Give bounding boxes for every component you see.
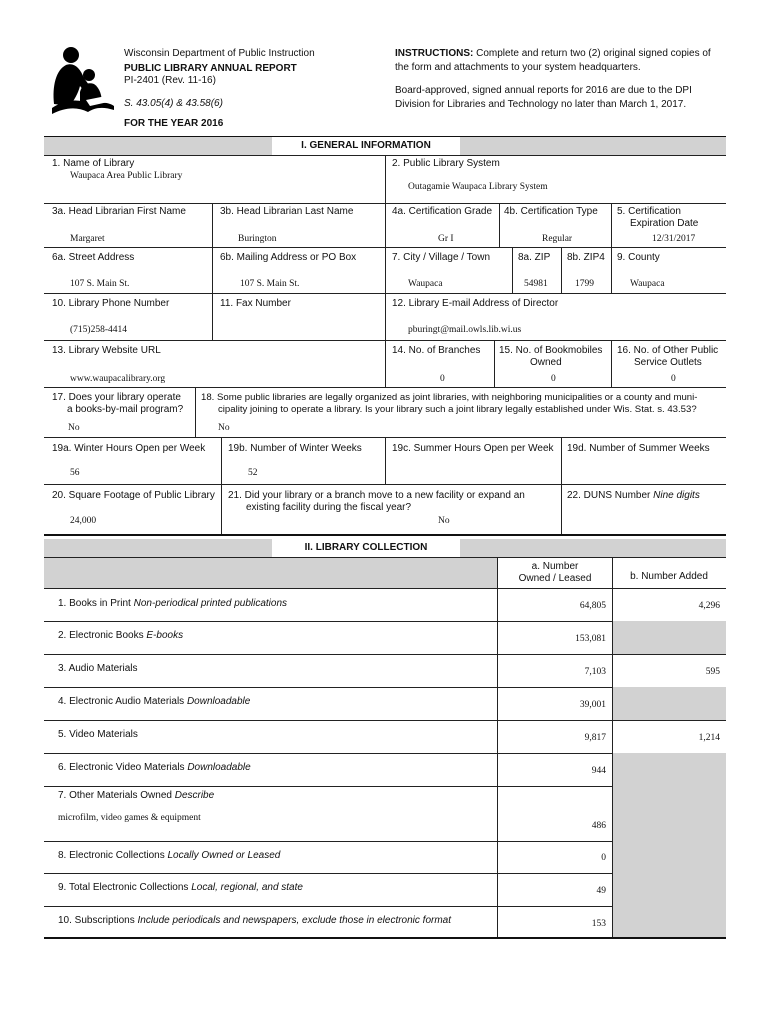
winter-hours-value[interactable]: 56 — [70, 468, 80, 478]
field-18-label-2: cipality joining to operate a library. Is your library such a joint library legally established under Wis. Stat. s. 43.53? — [218, 404, 697, 415]
collection-row — [44, 906, 726, 939]
field-6b-label: 6b. Mailing Address or PO Box — [220, 252, 357, 263]
books-by-mail-value[interactable]: No — [68, 423, 80, 433]
collection-row-label — [58, 882, 303, 894]
divider — [611, 340, 612, 387]
owned-value[interactable]: 39,001 — [579, 700, 606, 710]
owned-value[interactable]: 49 — [596, 886, 606, 896]
row-hint-text: Include periodicals and newspapers, exclude those in electronic format — [137, 915, 452, 926]
instructions-line-2: the form and attachments to your system headquarters. — [395, 62, 641, 73]
divider — [561, 437, 562, 484]
field-21-label-2: existing facility during the fiscal year? — [246, 502, 412, 513]
divider — [611, 203, 612, 247]
divider — [385, 293, 386, 340]
divider — [44, 484, 726, 485]
divider — [497, 557, 498, 937]
website-url-value[interactable]: www.waupacalibrary.org — [70, 374, 166, 384]
divider — [221, 484, 222, 534]
field-6a-label: 6a. Street Address — [52, 252, 135, 263]
collection-row — [44, 786, 726, 841]
field-22-label — [567, 490, 700, 502]
field-1-label: 1. Name of Library — [52, 158, 135, 169]
divider — [499, 203, 500, 247]
column-b-header: b. Number Added — [630, 571, 708, 582]
section-2-title: II. LIBRARY COLLECTION — [272, 539, 460, 557]
divider — [561, 247, 562, 293]
library-name-value[interactable]: Waupaca Area Public Library — [70, 171, 183, 181]
branches-value[interactable]: 0 — [440, 374, 445, 384]
row-hint-text: Downloadable — [186, 696, 251, 707]
statute-reference: S. 43.05(4) & 43.58(6) — [124, 98, 223, 109]
divider — [385, 155, 386, 203]
library-system-value[interactable]: Outagamie Waupaca Library System — [408, 182, 548, 192]
row-label-text: 6. Electronic Video Materials — [58, 762, 185, 773]
added-cell-gray — [613, 786, 726, 841]
divider — [385, 247, 386, 293]
added-cell-gray — [613, 753, 726, 786]
instructions-label: INSTRUCTIONS: — [395, 48, 474, 59]
field-15-label-2: Owned — [530, 357, 562, 368]
reading-adult-child-icon — [44, 44, 116, 116]
facility-move-value[interactable]: No — [438, 516, 450, 526]
added-value[interactable]: 1,214 — [698, 733, 720, 743]
field-8a-label: 8a. ZIP — [518, 252, 551, 263]
divider — [494, 340, 495, 387]
head-librarian-last-value[interactable]: Burington — [238, 234, 277, 244]
collection-row-label — [58, 663, 138, 675]
zip4-value[interactable]: 1799 — [575, 279, 594, 289]
row-hint-text: Downloadable — [187, 762, 251, 773]
collection-row-label — [58, 762, 251, 774]
collection-header-gray — [44, 558, 497, 588]
row-hint-text: Local, regional, and state — [191, 882, 303, 893]
field-10-label: 10. Library Phone Number — [52, 298, 170, 309]
field-17-label-2: a books-by-mail program? — [67, 404, 184, 415]
divider — [561, 484, 562, 534]
divider — [44, 387, 726, 388]
field-13-label: 13. Library Website URL — [52, 345, 161, 356]
collection-row — [44, 873, 726, 906]
divider — [221, 437, 222, 484]
collection-row-label — [58, 696, 250, 708]
field-2-label: 2. Public Library System — [392, 158, 500, 169]
field-5-label-1: 5. Certification — [617, 206, 681, 217]
certification-type-value[interactable]: Regular — [542, 234, 573, 244]
collection-row-label — [58, 630, 183, 642]
form-number: PI-2401 (Rev. 11-16) — [124, 75, 216, 86]
row-label-text: 1. Books in Print — [58, 598, 131, 609]
other-materials-description[interactable]: microfilm, video games & equipment — [58, 813, 201, 823]
agency-name: Wisconsin Department of Public Instruction — [124, 48, 315, 59]
divider — [385, 340, 386, 387]
divider — [612, 557, 613, 937]
owned-value[interactable]: 153 — [591, 919, 606, 929]
owned-value[interactable]: 7,103 — [584, 667, 606, 677]
field-3b-label: 3b. Head Librarian Last Name — [220, 206, 354, 217]
field-11-label: 11. Fax Number — [220, 298, 291, 309]
row-label-text: 10. Subscriptions — [58, 915, 135, 926]
field-19d-label: 19d. Number of Summer Weeks — [567, 443, 710, 454]
owned-value[interactable]: 0 — [601, 853, 606, 863]
collection-row-label — [58, 850, 280, 862]
row-hint-text: Non-periodical printed publications — [133, 598, 288, 609]
field-4a-label: 4a. Certification Grade — [392, 206, 493, 217]
row-label-text: 9. Total Electronic Collections — [58, 882, 189, 893]
county-value[interactable]: Waupaca — [630, 279, 665, 289]
row-hint-text: Describe — [174, 790, 215, 801]
field-3a-label: 3a. Head Librarian First Name — [52, 206, 186, 217]
owned-value[interactable]: 944 — [591, 766, 606, 776]
owned-value[interactable]: 9,817 — [584, 733, 606, 743]
field-12-label: 12. Library E-mail Address of Director — [392, 298, 559, 309]
certification-grade-value[interactable]: Gr I — [438, 234, 454, 244]
collection-row-label — [58, 915, 451, 927]
row-label-text: 8. Electronic Collections — [58, 850, 165, 861]
collection-row-label — [58, 729, 138, 741]
field-18-label-1: 18. Some public libraries are legally organized as joint libraries, with neighboring municipalities or a county and muni- — [201, 392, 698, 403]
summer-weeks-value[interactable] — [567, 460, 722, 480]
row-hint-text: E-books — [146, 630, 184, 641]
instructions-line-1 — [395, 48, 711, 60]
divider — [195, 387, 196, 437]
collection-row — [44, 589, 726, 621]
mailing-address-value[interactable]: 107 S. Main St. — [240, 279, 300, 289]
report-year: FOR THE YEAR 2016 — [124, 118, 224, 129]
city-value[interactable]: Waupaca — [408, 279, 443, 289]
divider — [512, 247, 513, 293]
owned-value[interactable]: 153,081 — [575, 634, 606, 644]
dpi-logo — [44, 44, 116, 116]
fax-value[interactable] — [220, 318, 380, 338]
joint-library-value[interactable]: No — [218, 423, 230, 433]
added-cell-gray — [613, 621, 726, 654]
duns-hint: Nine digits — [653, 490, 700, 501]
row-label-text: 2. Electronic Books — [58, 630, 144, 641]
collection-row — [44, 720, 726, 753]
field-21-label-1: 21. Did your library or a branch move to a new facility or expand an — [228, 490, 525, 501]
duns-value[interactable] — [567, 508, 722, 528]
added-cell-gray — [613, 906, 726, 939]
phone-value[interactable]: (715)258-4414 — [70, 325, 127, 335]
winter-weeks-value[interactable]: 52 — [248, 468, 258, 478]
zip-value[interactable]: 54981 — [524, 279, 548, 289]
divider — [611, 247, 612, 293]
row-label-text: 7. Other Materials Owned — [58, 790, 172, 801]
square-footage-value[interactable]: 24,000 — [70, 516, 97, 526]
field-16-label-1: 16. No. of Other Public — [617, 345, 719, 356]
other-outlets-value[interactable]: 0 — [671, 374, 676, 384]
field-7-label: 7. City / Village / Town — [392, 252, 491, 263]
added-value[interactable]: 4,296 — [698, 601, 720, 611]
divider — [385, 203, 386, 247]
head-librarian-first-value[interactable]: Margaret — [70, 234, 105, 244]
certification-expiration-value[interactable]: 12/31/2017 — [652, 234, 696, 244]
owned-value[interactable]: 64,805 — [579, 601, 606, 611]
added-cell-gray — [613, 873, 726, 906]
row-label-text: 4. Electronic Audio Materials — [58, 696, 185, 707]
summer-hours-value[interactable] — [392, 460, 557, 480]
collection-row — [44, 621, 726, 654]
collection-row — [44, 841, 726, 873]
bookmobiles-value[interactable]: 0 — [551, 374, 556, 384]
row-label-text: 3. Audio Materials — [58, 663, 138, 674]
divider — [212, 293, 213, 340]
section-1-title: I. GENERAL INFORMATION — [272, 137, 460, 155]
field-19c-label: 19c. Summer Hours Open per Week — [392, 443, 554, 454]
field-19a-label: 19a. Winter Hours Open per Week — [52, 443, 206, 454]
column-a-header-1: a. Number — [531, 561, 579, 572]
field-15-label-1: 15. No. of Bookmobiles — [499, 345, 603, 356]
report-title: PUBLIC LIBRARY ANNUAL REPORT — [124, 63, 297, 74]
street-address-value[interactable]: 107 S. Main St. — [70, 279, 130, 289]
field-4b-label: 4b. Certification Type — [504, 206, 598, 217]
divider — [212, 203, 213, 247]
instructions-text-1: Complete and return two (2) original signed copies of — [476, 48, 711, 59]
field-9-label: 9. County — [617, 252, 660, 263]
collection-row-label — [58, 598, 287, 610]
field-16-label-2: Service Outlets — [634, 357, 702, 368]
instructions-line-4: Division for Libraries and Technology no later than March 1, 2017. — [395, 99, 687, 110]
field-14-label: 14. No. of Branches — [392, 345, 481, 356]
field-8b-label: 8b. ZIP4 — [567, 252, 605, 263]
field-19b-label: 19b. Number of Winter Weeks — [228, 443, 362, 454]
collection-row — [44, 753, 726, 786]
row-hint-text: Locally Owned or Leased — [167, 850, 281, 861]
field-17-label-1: 17. Does your library operate — [52, 392, 181, 403]
divider — [212, 247, 213, 293]
divider — [44, 534, 726, 536]
divider — [385, 437, 386, 484]
added-cell-gray — [613, 687, 726, 720]
field-20-label: 20. Square Footage of Public Library — [52, 490, 215, 501]
collection-row — [44, 654, 726, 687]
added-value[interactable]: 595 — [705, 667, 720, 677]
director-email-value[interactable]: pburingt@mail.owls.lib.wi.us — [408, 325, 522, 335]
field-5-label-2: Expiration Date — [630, 218, 699, 229]
collection-row-label — [58, 790, 214, 802]
instructions-line-3: Board-approved, signed annual reports for 2016 are due to the DPI — [395, 85, 692, 96]
added-cell-gray — [613, 841, 726, 873]
owned-value[interactable]: 486 — [591, 821, 606, 831]
column-a-header-2: Owned / Leased — [518, 573, 592, 584]
row-label-text: 5. Video Materials — [58, 729, 138, 740]
duns-label: 22. DUNS Number — [567, 490, 651, 501]
collection-row — [44, 687, 726, 720]
bottom-rule — [44, 937, 726, 939]
